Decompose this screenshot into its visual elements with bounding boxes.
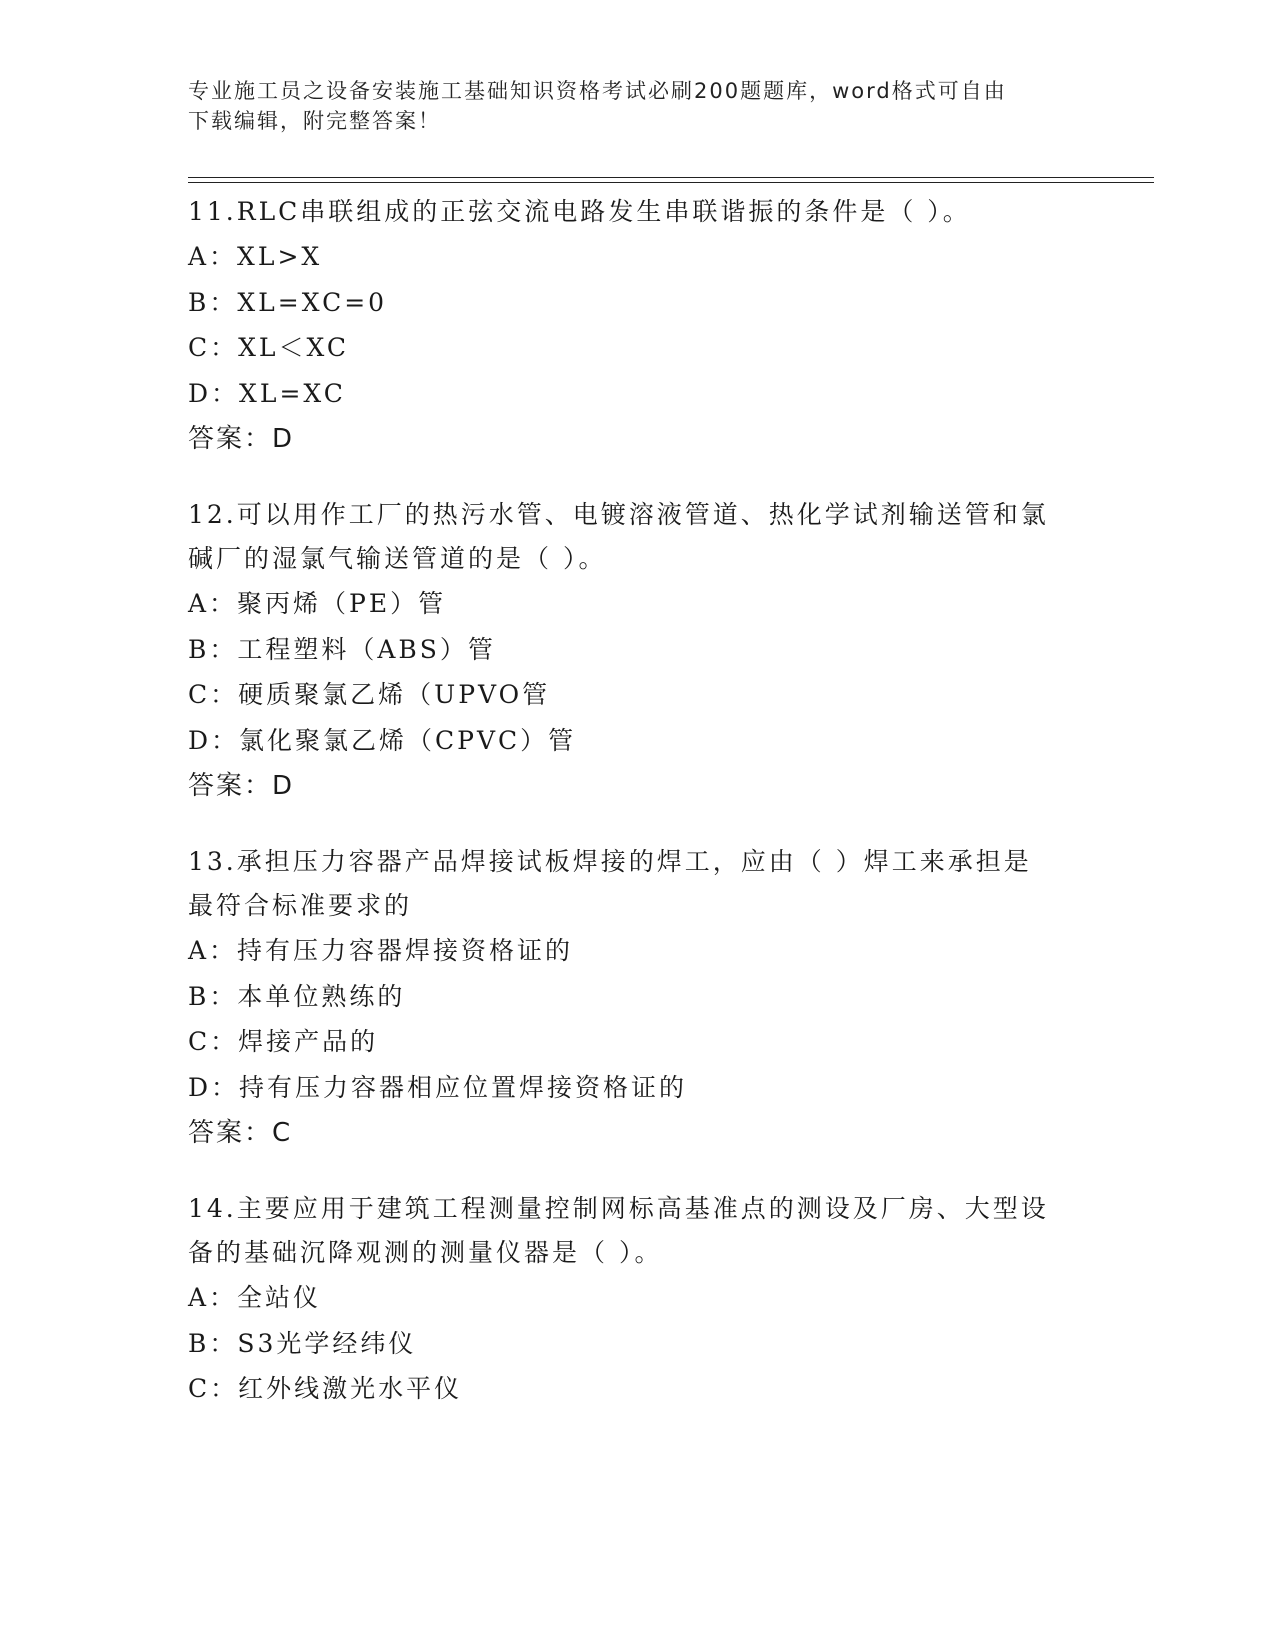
option-a: A：全站仪: [188, 1283, 322, 1312]
question-12: [188, 493, 1088, 809]
header-rule-top: [188, 177, 1154, 178]
question-stem: 11.RLC串联组成的正弦交流电路发生串联谐振的条件是（ ）。: [188, 197, 971, 226]
document-header: [188, 76, 1078, 136]
option-c: C：红外线激光水平仪: [188, 1374, 463, 1403]
option-b: B：XL=XC=0: [188, 287, 388, 317]
answer: 答案：C: [188, 1118, 293, 1148]
question-stem-continued: 碱厂的湿氯气输送管道的是（ ）。: [188, 544, 607, 573]
option-d: D：持有压力容器相应位置焊接资格证的: [188, 1072, 688, 1102]
answer: 答案：D: [188, 424, 295, 454]
header-rule-bottom: [188, 182, 1154, 183]
question-11: [188, 190, 1088, 462]
option-d: D：氯化聚氯乙烯（CPVC）管: [188, 725, 577, 755]
question-14: [188, 1187, 1088, 1412]
option-c: C：XL＜XC: [188, 333, 350, 362]
option-a: A：聚丙烯（PE）管: [188, 589, 447, 618]
option-b: B：工程塑料（ABS）管: [188, 634, 496, 664]
question-stem-continued: 最符合标准要求的: [188, 891, 413, 920]
question-stem: 12.可以用作工厂的热污水管、电镀溶液管道、热化学试剂输送管和氯: [188, 500, 1049, 529]
option-a: A：XL>X: [188, 242, 323, 271]
option-c: C：硬质聚氯乙烯（UPVO管: [188, 680, 551, 709]
question-list: [188, 190, 1088, 1443]
header-line-1: 专业施工员之设备安装施工基础知识资格考试必刷200题题库，word格式可自由: [188, 79, 1007, 103]
question-13: [188, 840, 1088, 1156]
question-stem-continued: 备的基础沉降观测的测量仪器是（ ）。: [188, 1238, 663, 1267]
option-d: D：XL=XC: [188, 378, 346, 408]
question-stem: 14.主要应用于建筑工程测量控制网标高基准点的测设及厂房、大型设: [188, 1194, 1049, 1223]
option-b: B：本单位熟练的: [188, 981, 406, 1011]
option-c: C：焊接产品的: [188, 1027, 379, 1056]
answer: 答案：D: [188, 771, 295, 801]
option-a: A：持有压力容器焊接资格证的: [188, 936, 574, 965]
header-line-2: 下载编辑，附完整答案！: [188, 109, 441, 133]
option-b: B：S3光学经纬仪: [188, 1328, 417, 1358]
question-stem: 13.承担压力容器产品焊接试板焊接的焊工，应由（ ）焊工来承担是: [188, 847, 1032, 876]
